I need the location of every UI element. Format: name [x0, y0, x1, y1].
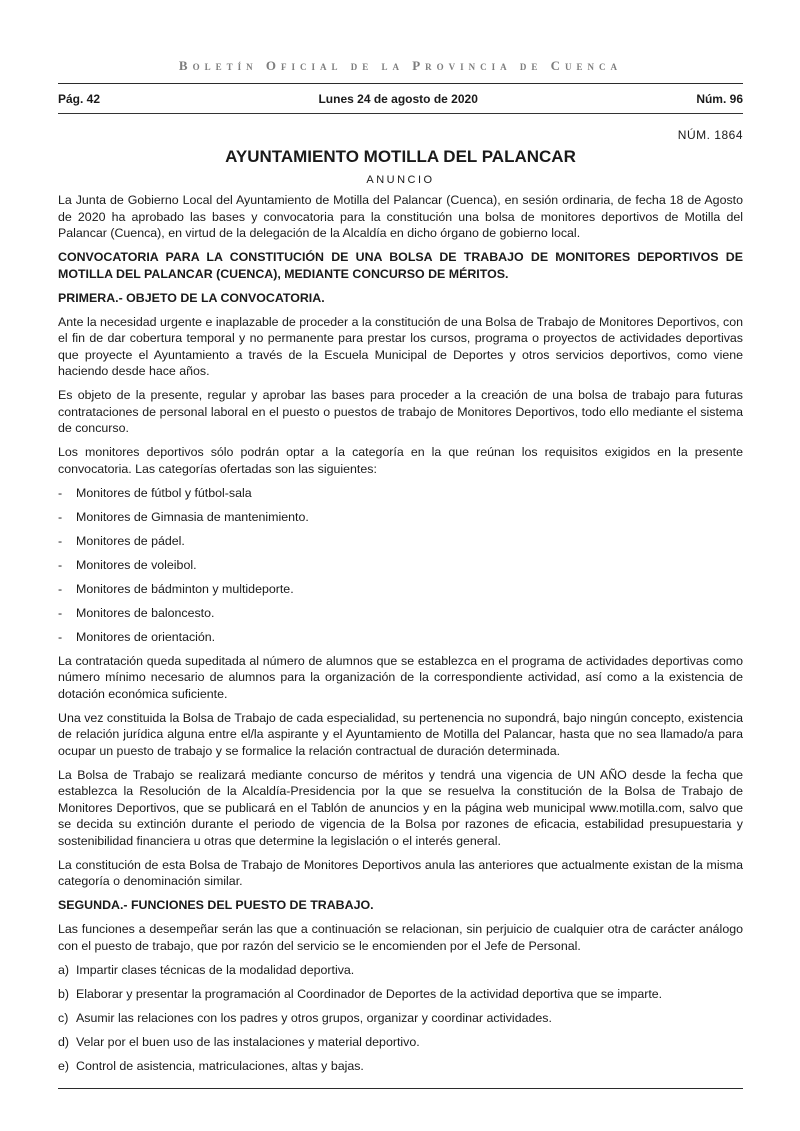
list-item: [58, 629, 743, 646]
list-item: [58, 986, 743, 1003]
list-item: [58, 557, 743, 574]
list-item-text: Monitores de bádminton y multideporte.: [76, 581, 294, 596]
header-rule: [58, 83, 743, 84]
list-item-text: Elaborar y presentar la programación al Coordinador de Deportes de la actividad deportiva que se imparte.: [76, 986, 663, 1001]
document-page: [58, 0, 743, 1082]
list-marker: -: [58, 509, 63, 524]
list-item-text: Monitores de fútbol y fútbol-sala: [76, 485, 252, 500]
list-marker: -: [58, 533, 63, 548]
list-item: [58, 581, 743, 598]
list-item: [58, 1058, 743, 1075]
list-marker: -: [58, 629, 63, 644]
section-heading-primera: PRIMERA.- OBJETO DE LA CONVOCATORIA.: [58, 290, 325, 305]
list-item: [58, 962, 743, 979]
list-item-text: Monitores de voleibol.: [76, 557, 197, 572]
issue-info-bar: [58, 91, 743, 107]
functions-list: [58, 962, 743, 1075]
intro-paragraph: La Junta de Gobierno Local del Ayuntamiento de Motilla del Palancar (Cuenca), en sesión ordinaria, de fecha 18 de Agosto de 2020 ha aprobado las bases y convocatoria para la constitución una bolsa de monitores deportivos de Motilla del Palancar (Cuenca), en virtud de la delegación de la Alcaldía en dicho órgano de gobierno local.: [58, 193, 743, 240]
paragraph: Una vez constituida la Bolsa de Trabajo de cada especialidad, su pertenencia no supondrá, bajo ningún concepto, existencia de relación jurídica alguna entre el/la aspirante y el Ayuntamiento de Motilla del Palancar, hasta que no sea llamado/a para ocupar un puesto de trabajo y se formalice la relación contractual de duración determinada.: [58, 710, 743, 758]
list-marker: c): [58, 1010, 69, 1025]
list-item: [58, 1010, 743, 1027]
list-marker: a): [58, 962, 70, 977]
paragraph: Es objeto de la presente, regular y aprobar las bases para proceder a la creación de una bolsa de trabajo para futuras contrataciones de personal laboral en el puesto o puestos de trabajo de Monitores Deportivos, todo ello mediante el sistema de concurso.: [58, 388, 743, 435]
notice-body: [58, 192, 743, 1074]
notice-type: ANUNCIO: [366, 174, 435, 186]
list-item-text: Monitores de orientación.: [76, 629, 216, 644]
list-item: [58, 485, 743, 502]
paragraph: La contratación queda supeditada al número de alumnos que se establezca en el programa de actividades deportivas como número mínimo necesario de alumnos para la organización de la correspondiente actividad, así como a la existencia de dotación económica suficiente.: [58, 653, 743, 701]
list-item-text: Monitores de baloncesto.: [76, 605, 215, 620]
list-marker: b): [58, 986, 70, 1001]
section-heading-segunda: SEGUNDA.- FUNCIONES DEL PUESTO DE TRABAJO.: [58, 898, 374, 912]
list-marker: -: [58, 605, 63, 620]
bulletin-masthead: Boletín Oficial de la Provincia de Cuenca: [178, 58, 623, 73]
paragraph: Los monitores deportivos sólo podrán optar a la categoría en la que reúnan los requisitos exigidos en la presente convocatoria. Las categorías ofertadas son las siguientes:: [58, 445, 743, 476]
paragraph: Las funciones a desempeñar serán las que a continuación se relacionan, sin perjuicio de cualquier otra de carácter análogo con el puesto de trabajo, que por razón del servicio se le encomienden por el Jefe de Personal.: [58, 922, 743, 953]
list-item-text: Monitores de Gimnasia de mantenimiento.: [76, 509, 309, 524]
list-item: [58, 605, 743, 622]
list-item-text: Velar por el buen uso de las instalaciones y material deportivo.: [76, 1034, 420, 1049]
list-marker: -: [58, 581, 63, 596]
paragraph: La Bolsa de Trabajo se realizará mediante concurso de méritos y tendrá una vigencia de UN AÑO desde la fecha que establezca la Resolución de la Alcaldía-Presidencia por la que se resuelva la constitución de la Bolsa de Trabajo de Monitores Deportivos, que se publicará en el Tablón de anuncios y en la página web municipal www.motilla.com, salvo que se decida su extinción durante el periodo de vigencia de la Bolsa por razones de eficacia, estabilidad presupuestaria y sostenibilidad financiera u otras que determine la legislación o el interés general.: [58, 767, 743, 848]
issue-number: Núm. 96: [696, 92, 743, 106]
notice-number: NÚM. 1864: [677, 128, 743, 142]
categories-list: [58, 485, 743, 646]
list-item-text: Impartir clases técnicas de la modalidad deportiva.: [76, 962, 355, 977]
list-marker: d): [58, 1034, 70, 1049]
list-item: [58, 1034, 743, 1051]
list-item-text: Asumir las relaciones con los padres y otros grupos, organizar y coordinar actividades.: [76, 1010, 552, 1025]
list-item: [58, 509, 743, 526]
list-item-text: Monitores de pádel.: [76, 533, 185, 548]
list-marker: e): [58, 1058, 70, 1073]
paragraph: Ante la necesidad urgente e inaplazable de proceder a la constitución de una Bolsa de Trabajo de Monitores Deportivos, con el fin de dar cobertura temporal y no permanente para prestar los cursos, programa o proyectos de actividades deportivas que proyecte el Ayuntamiento a través de la Escuela Municipal de Deportes y otros servicios deportivos, como viene haciendo desde hace años.: [58, 314, 743, 378]
info-rule: [58, 113, 743, 114]
list-item-text: Control de asistencia, matriculaciones, altas y bajas.: [76, 1058, 364, 1073]
convocatoria-title: CONVOCATORIA PARA LA CONSTITUCIÓN DE UNA BOLSA DE TRABAJO DE MONITORES DEPORTIVOS DE MOTILLA DEL PALANCAR (CUENCA), MEDIANTE CONCURSO DE MÉRITOS.: [58, 250, 743, 281]
list-marker: -: [58, 485, 63, 500]
issue-date: Lunes 24 de agosto de 2020: [318, 92, 478, 106]
footer-rule: [58, 1088, 743, 1089]
page-number: Pág. 42: [58, 92, 101, 106]
paragraph: La constitución de esta Bolsa de Trabajo de Monitores Deportivos anula las anteriores que actualmente existan de la misma categoría o denominación similar.: [58, 857, 743, 888]
list-marker: -: [58, 557, 63, 572]
list-item: [58, 533, 743, 550]
organization-title: AYUNTAMIENTO MOTILLA DEL PALANCAR: [225, 147, 576, 166]
